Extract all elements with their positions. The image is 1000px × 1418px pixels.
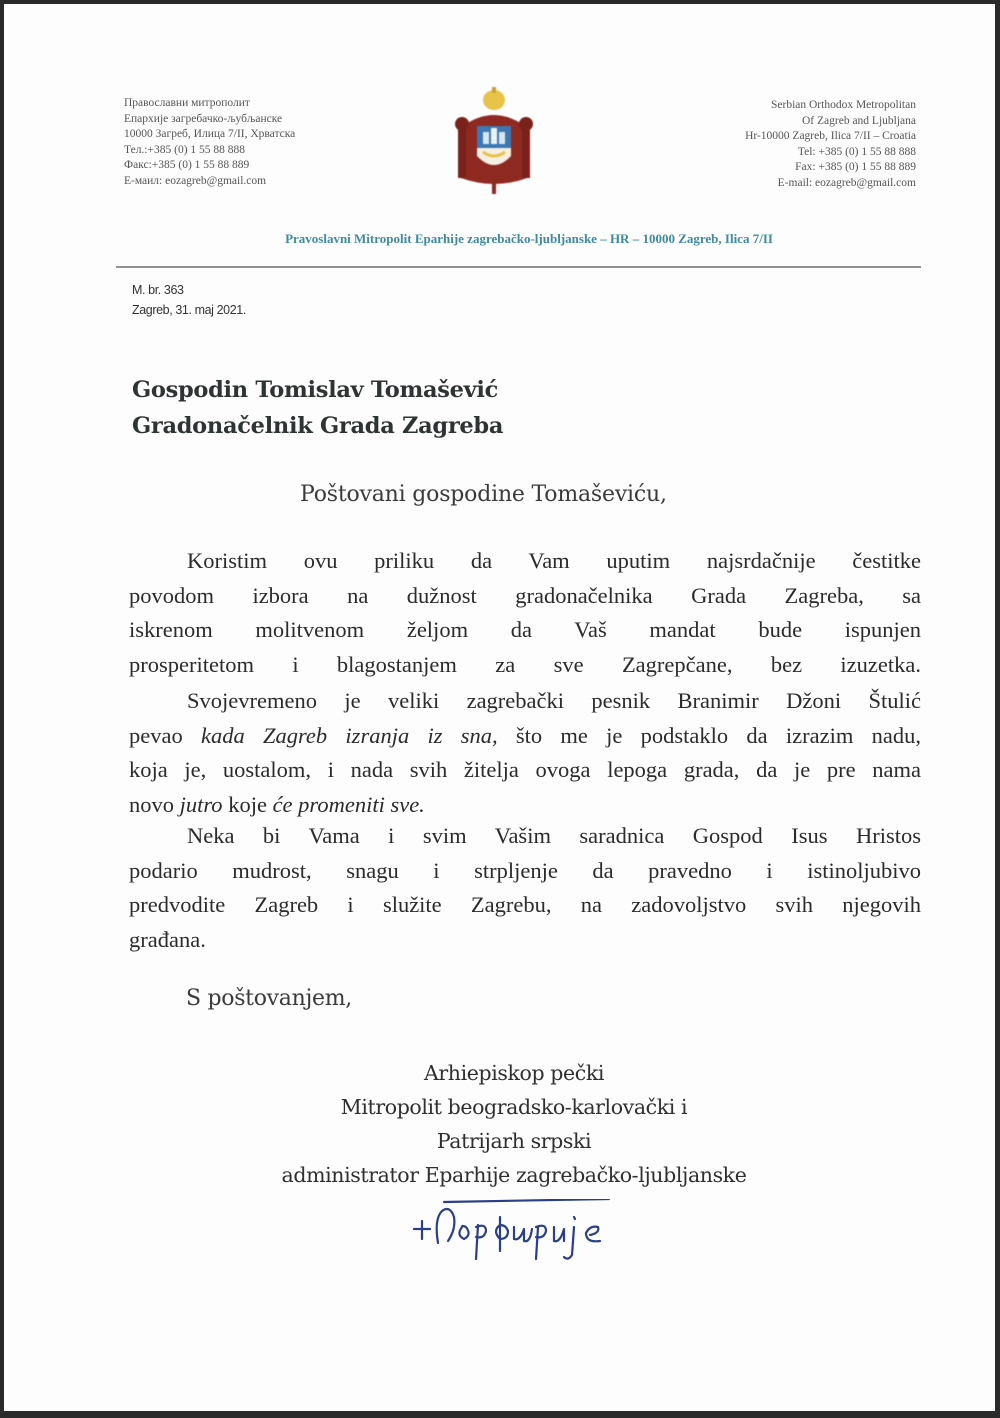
song-quote: kada Zagreb izranja iz sna, xyxy=(201,722,498,748)
salutation: Poštovani gospodine Tomaševiću, xyxy=(300,482,667,507)
letterhead-left-line: Православни митрополит xyxy=(124,97,250,109)
place-date: Zagreb, 31. maj 2021. xyxy=(132,303,246,317)
paragraph-line: podario mudrost, snagu i strpljenje da pravedno i istinoljubivo xyxy=(129,857,921,883)
letterhead-left-line: Факс:+385 (0) 1 55 88 889 xyxy=(124,159,250,172)
paragraph-line: koja je, uostalom, i nada svih žitelja ovoga lepoga grada, da je pre nama xyxy=(129,757,921,782)
letterhead-right-line: Tel: +385 (0) 1 55 88 888 xyxy=(797,145,916,158)
handwritten-signature xyxy=(404,1199,634,1269)
paragraph-line: Koristim ovu priliku da Vam uputim najsrdačnije čestitke xyxy=(187,548,921,573)
paragraph-line: povodom izbora na dužnost gradonačelnika Grada Zagreba, sa xyxy=(129,582,921,608)
letterhead-right-line: Serbian Orthodox Metropolitan xyxy=(770,99,916,111)
paragraph-1 xyxy=(129,544,921,682)
letterhead-right-english xyxy=(624,98,916,192)
coat-of-arms-icon xyxy=(453,86,535,198)
text-run: novo xyxy=(129,791,174,817)
paragraph-line: Neka bi Vama i svim Vašim saradnica Gospod Isus Hristos xyxy=(187,823,921,848)
letterhead-right-line: E-mail: eozagreb@gmail.com xyxy=(777,176,916,189)
sender-title: Mitropolit beogradsko-karlovački i xyxy=(340,1095,688,1119)
sender-title: administrator Eparhije zagrebačko-ljubljanske xyxy=(281,1163,747,1187)
text-run: što me je podstaklo da izrazim nadu, xyxy=(515,722,922,748)
letterhead-left-line: Тел.:+385 (0) 1 55 88 888 xyxy=(124,143,246,156)
paragraph-line xyxy=(129,719,921,754)
addressee-title: Gradonačelnik Grada Zagreba xyxy=(132,413,504,439)
italic-run: jutro xyxy=(179,791,223,817)
italic-run: će promeniti sve. xyxy=(272,791,425,817)
sender-title: Arhiepiskop pečki xyxy=(423,1061,604,1085)
paragraph-line: predvodite Zagreb i služite Zagrebu, na zadovoljstvo svih njegovih xyxy=(129,892,921,917)
closing: S poštovanjem, xyxy=(186,986,352,1011)
addressee-name: Gospodin Tomislav Tomašević xyxy=(132,377,499,403)
letterhead-tagline: Pravoslavni Mitropolit Eparhije zagrebačko-ljubljanske – HR – 10000 Zagreb, Ilica 7/II xyxy=(285,231,773,246)
addressee-block xyxy=(132,372,503,444)
text-run: pevao xyxy=(129,722,183,748)
signature-block xyxy=(254,1056,774,1192)
paragraph-2 xyxy=(129,684,921,822)
letterhead-divider xyxy=(116,266,921,268)
letterhead-left-line: 10000 Загреб, Илица 7/II, Хрватска xyxy=(124,128,296,141)
letterhead-left-line: Е-маил: eozagreb@gmail.com xyxy=(124,174,267,187)
letter-page xyxy=(4,4,995,1411)
paragraph-line: Svojevremeno je veliki zagrebački pesnik Branimir Džoni Štulić xyxy=(187,688,921,713)
letterhead-right-line: Hr-10000 Zagreb, Ilica 7/II – Croatia xyxy=(745,130,916,143)
paragraph-line xyxy=(129,788,921,823)
paragraph-line: prosperitetom i blagostanjem za sve Zagrepčane, bez izuzetka. xyxy=(129,651,921,677)
paragraph-line: građana. xyxy=(129,926,206,952)
reference-block xyxy=(132,280,246,320)
sender-title: Patrijarh srpski xyxy=(436,1129,592,1153)
letterhead-right-line: Fax: +385 (0) 1 55 88 889 xyxy=(795,161,916,174)
letterhead-left-line: Епархије загребачко-љубљанске xyxy=(124,112,283,125)
letterhead-left-cyrillic xyxy=(124,96,384,190)
text-run: koje xyxy=(228,791,267,817)
reference-number: M. br. 363 xyxy=(132,283,184,297)
letterhead-right-line: Of Zagreb and Ljubljana xyxy=(802,114,916,127)
paragraph-line: iskrenom molitvenom željom da Vaš mandat bude ispunjen xyxy=(129,617,921,642)
paragraph-3 xyxy=(129,819,921,957)
